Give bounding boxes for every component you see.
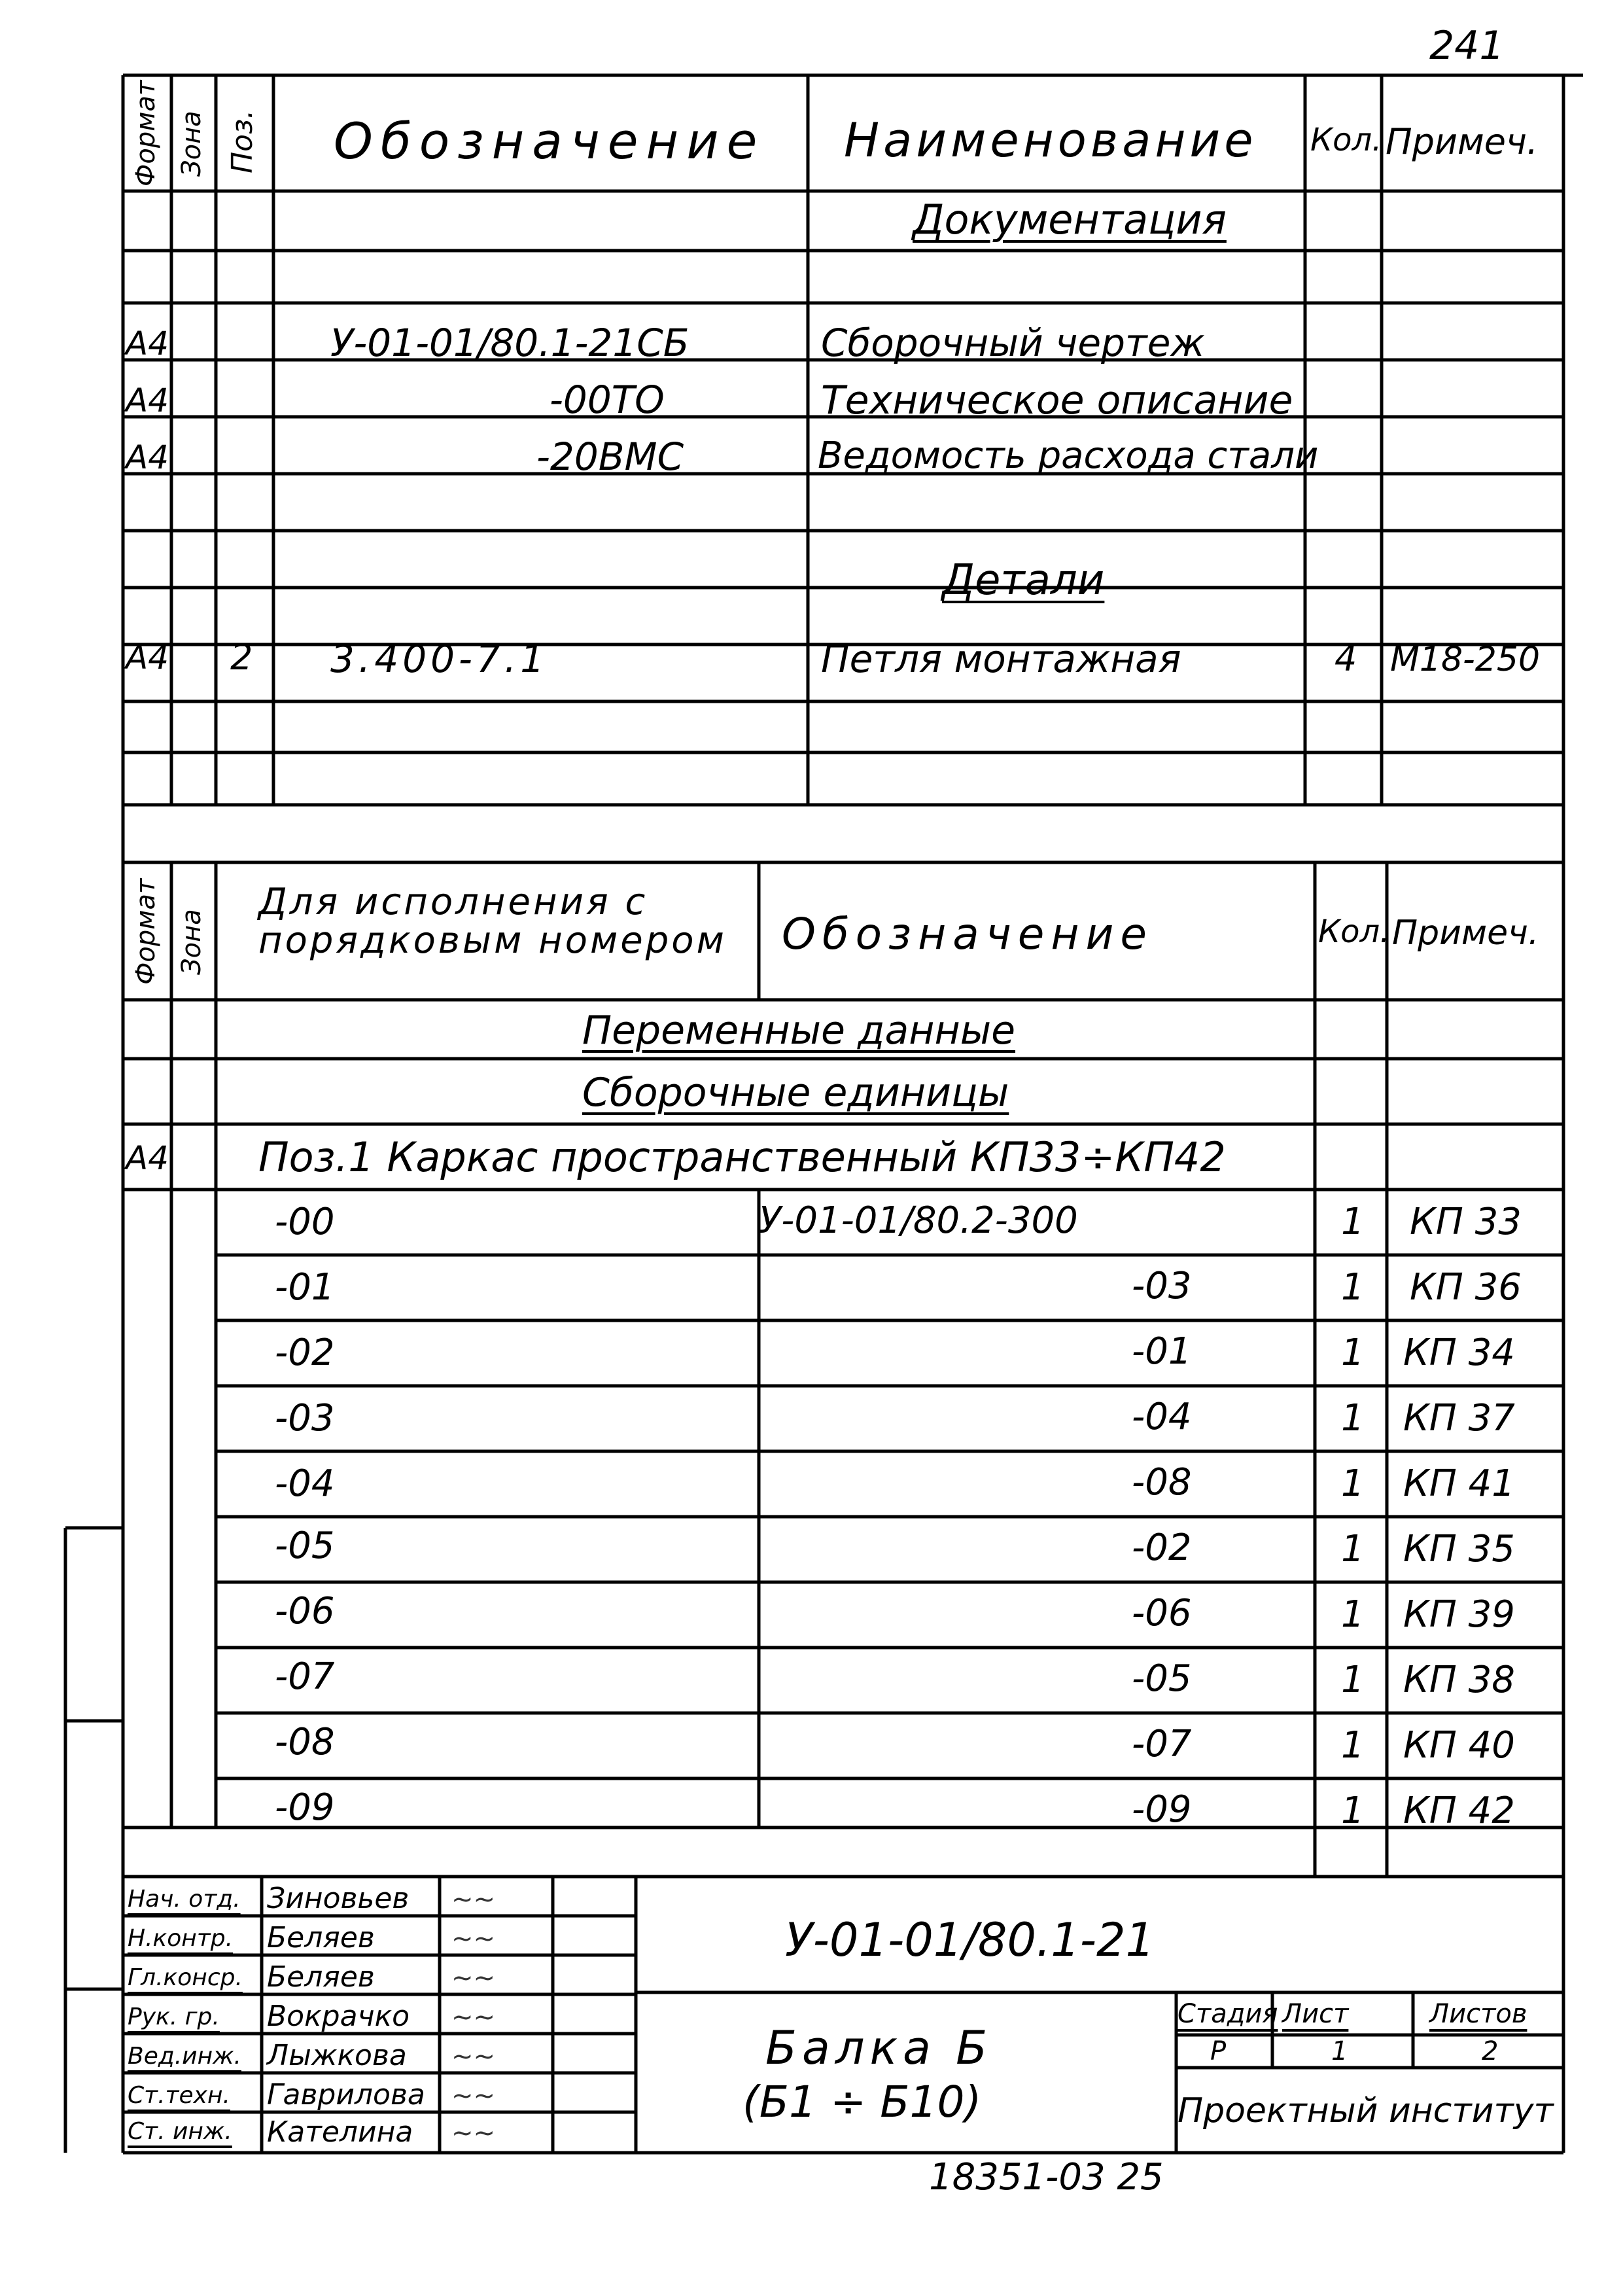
row-qty: 4 (1335, 638, 1357, 679)
staff-role: Ст.техн. (128, 2082, 230, 2109)
variant-qty: 1 (1341, 1266, 1365, 1309)
variant-note: КП 34 (1403, 1332, 1515, 1374)
variant-exec: -00 (275, 1201, 335, 1243)
row-designation: 3.400-7.1 (330, 637, 549, 681)
stage-value: Р (1210, 2036, 1227, 2066)
sheet-label: Лист (1282, 1999, 1349, 2029)
row-format: А4 (126, 438, 169, 476)
variant-note: КП 42 (1403, 1790, 1515, 1832)
variant-exec: -03 (275, 1397, 335, 1439)
row-designation: -20ВМС (536, 434, 684, 479)
header-qty: Кол. (1310, 122, 1382, 158)
variant-exec: -01 (275, 1266, 335, 1309)
variant-designation: -06 (1132, 1592, 1192, 1634)
variant-qty: 1 (1341, 1201, 1365, 1243)
staff-signature: ~~ (451, 1884, 496, 1915)
row-pos: 2 (230, 637, 253, 678)
staff-role: Н.контр. (128, 1925, 234, 1952)
row-format: А4 (126, 325, 169, 362)
sheets-value: 2 (1482, 2036, 1499, 2066)
header-name: Наименование (844, 113, 1257, 168)
row-designation: У-01-01/80.1-21СБ (330, 321, 689, 365)
staff-role: Гл.конср. (128, 1964, 243, 1991)
staff-role: Вед.инж. (128, 2043, 241, 2070)
staff-role: Ст. инж. (128, 2118, 232, 2145)
variant-qty: 1 (1341, 1332, 1365, 1374)
variant-qty: 1 (1341, 1724, 1365, 1767)
variant-note: КП 40 (1403, 1724, 1515, 1767)
variant-note: КП 39 (1403, 1593, 1515, 1636)
page-number: 241 (1429, 23, 1505, 69)
variant-qty: 1 (1341, 1593, 1365, 1636)
header-qty: Кол. (1318, 913, 1390, 950)
header-designation: Обозначение (334, 112, 765, 170)
row-name: Петля монтажная (821, 637, 1181, 681)
variant-designation: -01 (1132, 1330, 1192, 1373)
row-name: Сборочный чертеж (821, 321, 1205, 365)
drawing-subtitle: (Б1 ÷ Б10) (742, 2077, 982, 2127)
variant-exec: -09 (275, 1786, 335, 1829)
variant-exec: -02 (275, 1332, 335, 1374)
drawing-title: Балка Б (765, 2021, 993, 2075)
organization-name: Проектный институт (1178, 2091, 1554, 2130)
staff-signature: ~~ (451, 2002, 496, 2032)
header-zone: Зона (177, 909, 207, 975)
variant-exec: -04 (275, 1462, 335, 1505)
staff-name: Беляев (267, 1921, 375, 1954)
row-format: А4 (126, 381, 169, 419)
document-code: У-01-01/80.1-21 (785, 1913, 1155, 1967)
variant-designation: У-01-01/80.2-300 (759, 1199, 1078, 1242)
staff-signature: ~~ (451, 1963, 496, 1993)
variant-designation: -07 (1132, 1723, 1192, 1765)
variant-note: КП 35 (1403, 1528, 1515, 1570)
header-execution: Для исполнения с порядковым номером (258, 881, 727, 962)
variant-note: КП 37 (1403, 1397, 1515, 1439)
header-zone: Зона (177, 111, 207, 177)
variant-designation: -08 (1132, 1461, 1192, 1504)
staff-name: Кателина (267, 2115, 413, 2149)
row-format: А4 (126, 639, 169, 677)
group-title: Поз.1 Каркас пространственный КП33÷КП42 (258, 1133, 1226, 1181)
variant-designation: -09 (1132, 1788, 1192, 1831)
variant-designation: -02 (1132, 1527, 1192, 1569)
variant-designation: -03 (1132, 1265, 1192, 1307)
footer-number: 18351-03 25 (929, 2156, 1164, 2199)
group-format: А4 (126, 1139, 169, 1177)
staff-role: Нач. отд. (128, 1886, 241, 1913)
staff-signature: ~~ (451, 2118, 496, 2148)
row-note: М18-250 (1390, 640, 1541, 679)
section-assembly-units: Сборочные единицы (582, 1070, 1009, 1116)
variant-exec: -08 (275, 1721, 335, 1763)
staff-signature: ~~ (451, 2041, 496, 2072)
header-designation: Обозначение (782, 909, 1153, 959)
variant-designation: -04 (1132, 1396, 1192, 1438)
header-note: Примеч. (1392, 913, 1539, 953)
sheet-value: 1 (1331, 2036, 1348, 2066)
row-name: Техническое описание (821, 378, 1293, 423)
staff-signature: ~~ (451, 2081, 496, 2111)
variant-note: КП 33 (1410, 1201, 1522, 1243)
variant-note: КП 38 (1403, 1659, 1515, 1701)
variant-qty: 1 (1341, 1528, 1365, 1570)
variant-exec: -07 (275, 1655, 335, 1698)
variant-note: КП 41 (1403, 1462, 1515, 1505)
section-documentation: Документация (913, 196, 1227, 243)
variant-note: КП 36 (1410, 1266, 1522, 1309)
header-note: Примеч. (1386, 121, 1539, 162)
variant-exec: -05 (275, 1525, 335, 1567)
sheets-label: Листов (1429, 1999, 1527, 2029)
section-details: Детали (942, 556, 1105, 605)
variant-exec: -06 (275, 1590, 335, 1633)
variant-qty: 1 (1341, 1790, 1365, 1832)
header-format: Формат (131, 878, 161, 985)
row-designation: -00ТО (550, 378, 665, 422)
variant-qty: 1 (1341, 1462, 1365, 1505)
section-variable-data: Переменные данные (582, 1008, 1016, 1053)
header-format: Формат (131, 80, 161, 186)
staff-name: Вокрачко (267, 2000, 410, 2033)
staff-name: Лыжкова (267, 2039, 407, 2072)
staff-name: Беляев (267, 1960, 375, 1994)
header-pos: Поз. (226, 109, 259, 173)
variant-qty: 1 (1341, 1659, 1365, 1701)
staff-signature: ~~ (451, 1924, 496, 1954)
stage-label: Стадия (1178, 1999, 1278, 2029)
staff-name: Зиновьев (267, 1882, 410, 1915)
staff-role: Рук. гр. (128, 2004, 220, 2030)
staff-name: Гаврилова (267, 2078, 425, 2111)
variant-designation: -05 (1132, 1657, 1192, 1700)
variant-qty: 1 (1341, 1397, 1365, 1439)
row-name: Ведомость расхода стали (818, 434, 1319, 477)
